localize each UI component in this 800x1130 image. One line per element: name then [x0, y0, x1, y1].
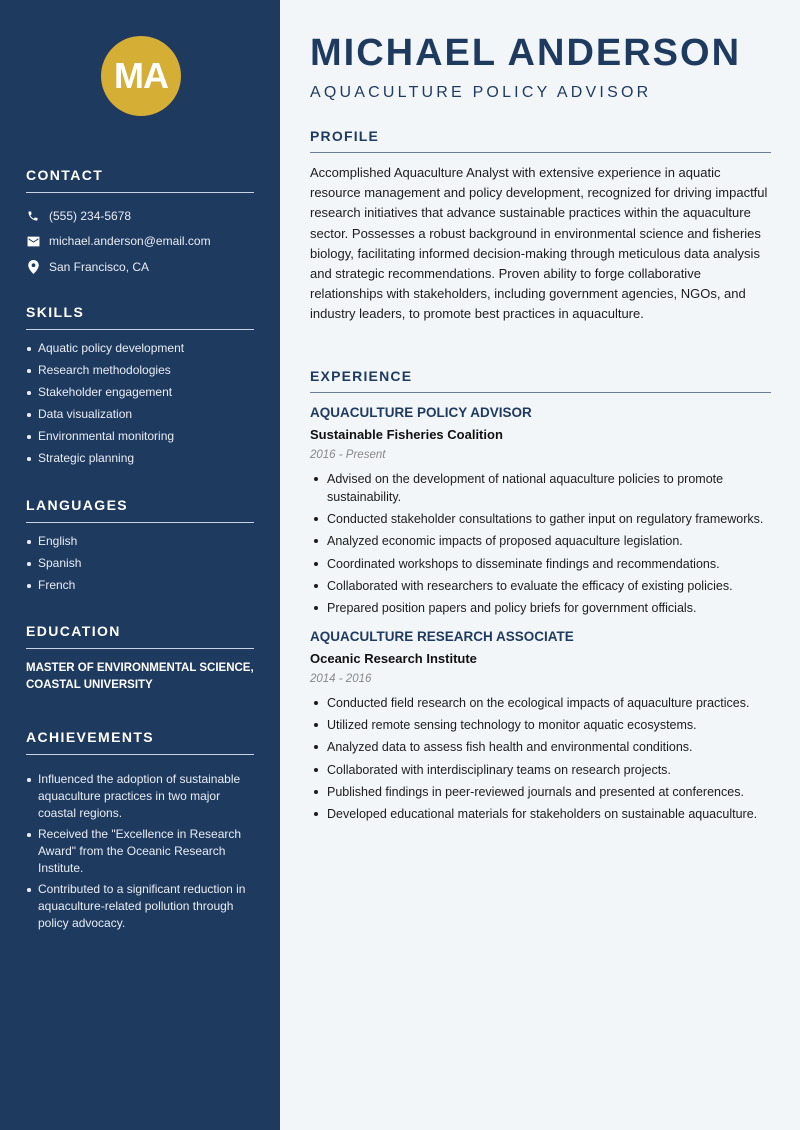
contact-location: [26, 254, 254, 280]
profile-section: [310, 128, 771, 325]
job-bullet: Analyzed data to assess fish health and environmental conditions.: [310, 738, 771, 756]
job-bullets: [310, 694, 771, 823]
skills-section: [26, 304, 254, 472]
education-heading: EDUCATION: [26, 623, 254, 649]
languages-list: [26, 533, 254, 594]
skills-list: [26, 340, 254, 467]
contact-heading: CONTACT: [26, 167, 254, 193]
contact-phone-text: (555) 234-5678: [49, 208, 132, 223]
email-icon: [26, 234, 40, 248]
education-section: [26, 623, 254, 694]
achievements-list: [26, 771, 254, 932]
contact-email[interactable]: [26, 229, 254, 255]
job-bullet: Collaborated with researchers to evaluate the efficacy of existing policies.: [310, 577, 771, 595]
achievements-heading: ACHIEVEMENTS: [26, 729, 254, 755]
profile-summary: Accomplished Aquaculture Analyst with extensive experience in aquatic resource management and policy development, recognized for driving impactful research initiatives that advance sustainable practices within the aquaculture sector. Possesses a robust background in environmental science and fisheries biology, facilitating informed decision-making through meticulous data analysis and strategic recommendations. Proven ability to forge collaborative relationships with stakeholders, including government agencies, NGOs, and industry leaders, to promote best practices in aquaculture.: [310, 165, 768, 322]
achievement-item: Contributed to a significant reduction in aquaculture-related pollution through policy advocacy.: [26, 881, 254, 932]
achievement-item: Received the "Excellence in Research Award" from the Oceanic Research Institute.: [26, 826, 254, 877]
skill-item: Aquatic policy development: [26, 340, 254, 357]
achievements-section: [26, 729, 254, 936]
job-bullet: Conducted field research on the ecological impacts of aquaculture practices.: [310, 694, 771, 712]
skill-item: Research methodologies: [26, 362, 254, 379]
job-bullet: Prepared position papers and policy briefs for government officials.: [310, 599, 771, 617]
contact-section: [26, 167, 254, 280]
profile-heading: PROFILE: [310, 128, 771, 153]
languages-heading: LANGUAGES: [26, 497, 254, 523]
languages-section: [26, 497, 254, 599]
phone-icon: [26, 209, 40, 223]
experience-section: [310, 368, 771, 827]
language-item: English: [26, 533, 254, 550]
job-bullets: [310, 470, 771, 617]
avatar: [101, 36, 181, 116]
location-icon: [26, 260, 40, 274]
achievement-item: Influenced the adoption of sustainable aquaculture practices in two major coastal regions.: [26, 771, 254, 822]
job-bullet: Collaborated with interdisciplinary teams on research projects.: [310, 761, 771, 779]
avatar-initials: MA: [114, 55, 168, 96]
job-entry: [310, 405, 771, 617]
job-bullet: Coordinated workshops to disseminate findings and recommendations.: [310, 555, 771, 573]
sidebar: [0, 0, 280, 1130]
contact-email-text: michael.anderson@email.com: [49, 234, 211, 249]
candidate-name: MICHAEL ANDERSON: [310, 32, 742, 74]
skills-heading: SKILLS: [26, 304, 254, 330]
contact-phone[interactable]: [26, 203, 254, 229]
contact-list: [26, 203, 254, 280]
job-bullet: Conducted stakeholder consultations to gather input on regulatory frameworks.: [310, 510, 771, 528]
language-item: Spanish: [26, 555, 254, 572]
skill-item: Environmental monitoring: [26, 428, 254, 445]
contact-location-text: San Francisco, CA: [49, 259, 150, 274]
experience-heading: EXPERIENCE: [310, 368, 771, 393]
candidate-title: AQUACULTURE POLICY ADVISOR: [310, 84, 652, 101]
skill-item: Strategic planning: [26, 450, 254, 467]
job-bullet: Developed educational materials for stakeholders on sustainable aquaculture.: [310, 805, 771, 823]
skill-item: Stakeholder engagement: [26, 384, 254, 401]
job-company: Oceanic Research Institute: [310, 650, 477, 666]
job-bullet: Analyzed economic impacts of proposed aquaculture legislation.: [310, 532, 771, 550]
job-entry: [310, 629, 771, 823]
job-dates: 2016 - Present: [310, 449, 386, 461]
job-dates: 2014 - 2016: [310, 672, 372, 685]
job-bullet: Published findings in peer-reviewed journals and presented at conferences.: [310, 783, 771, 801]
job-company: Sustainable Fisheries Coalition: [310, 427, 503, 442]
language-item: French: [26, 577, 254, 594]
job-bullet: Utilized remote sensing technology to monitor aquatic ecosystems.: [310, 716, 771, 734]
job-title: AQUACULTURE POLICY ADVISOR: [310, 405, 532, 420]
education-degree: MASTER OF ENVIRONMENTAL SCIENCE, COASTAL UNIVERSITY: [26, 662, 254, 691]
skill-item: Data visualization: [26, 406, 254, 423]
job-bullet: Advised on the development of national aquaculture policies to promote sustainability.: [310, 470, 771, 506]
job-title: AQUACULTURE RESEARCH ASSOCIATE: [310, 628, 574, 644]
